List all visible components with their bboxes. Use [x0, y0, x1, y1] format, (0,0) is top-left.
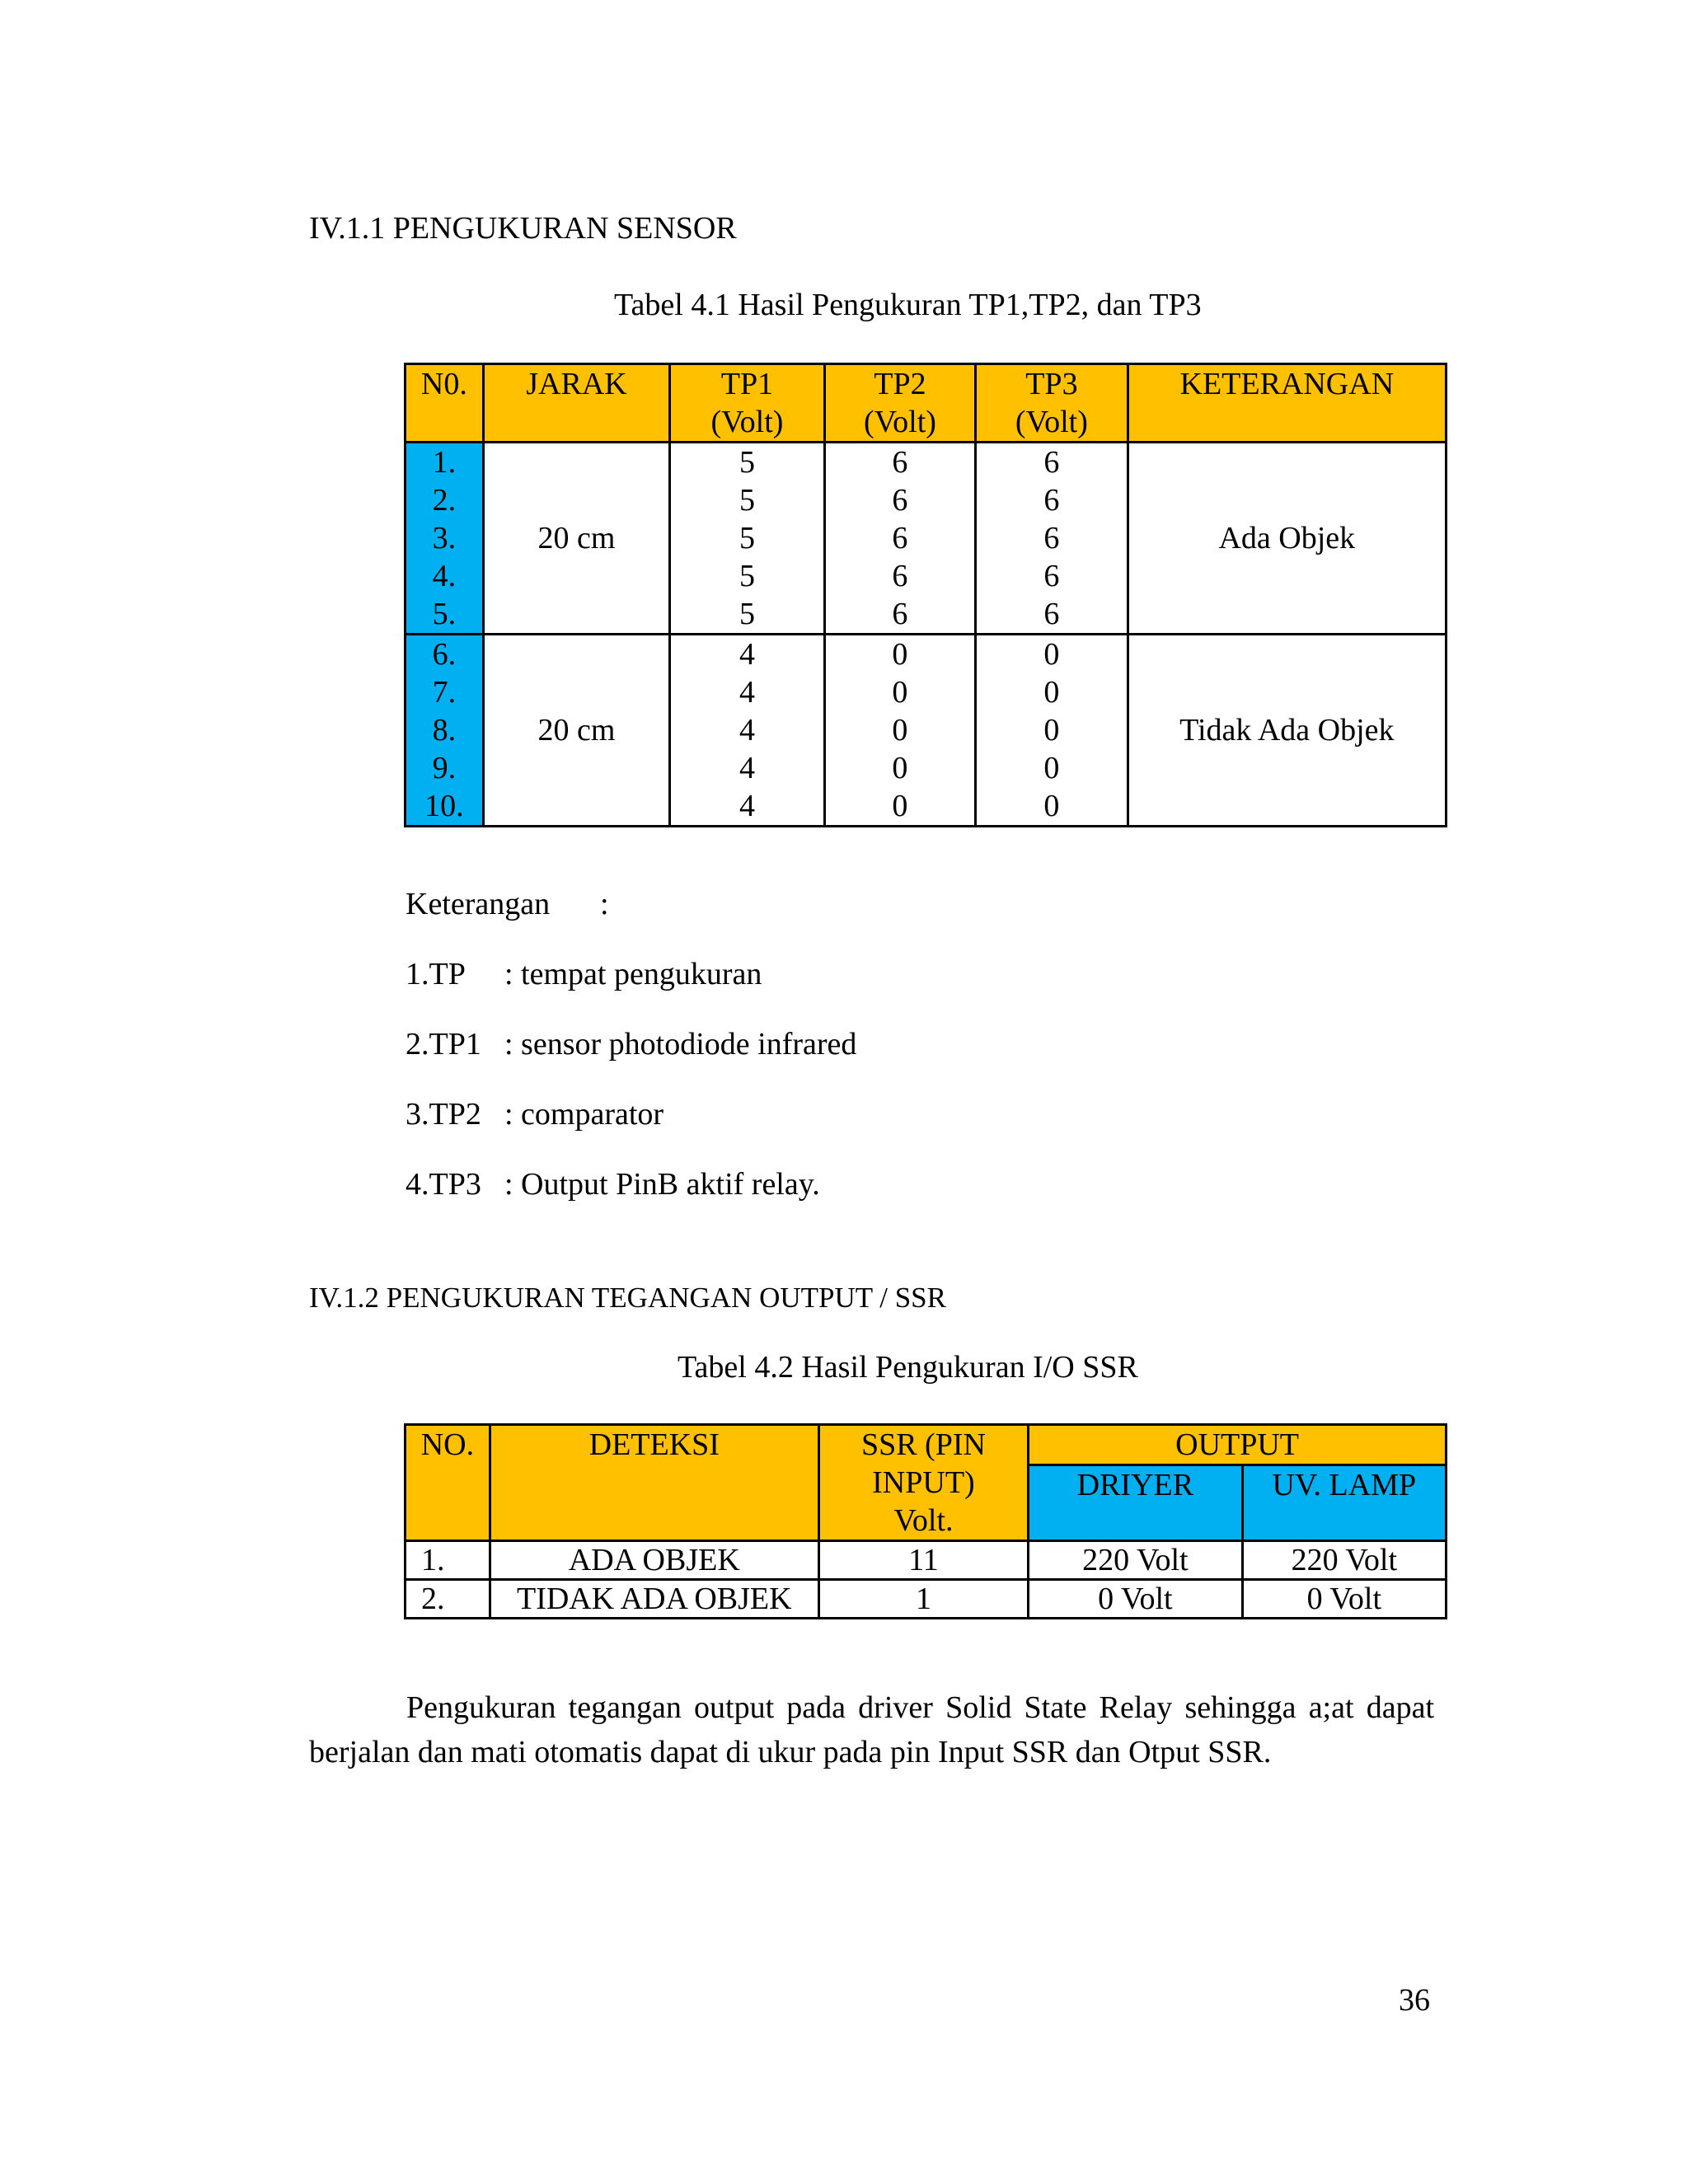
table-row-group-2: [406, 635, 1447, 827]
jarak-cell: 20 cm: [483, 635, 669, 827]
body-paragraph: Pengukuran tegangan output pada driver Solid State Relay sehingga a;at dapat berjalan dan mati otomatis dapat di ukur pada pin Input SSR dan Otput SSR.: [309, 1690, 1434, 1769]
page-number: 36: [1399, 1983, 1430, 2018]
tp1-cell: 4 4 4 4 4: [670, 635, 824, 827]
legend-title: Keterangan: [406, 887, 551, 921]
keterangan-cell: Ada Objek: [1128, 443, 1446, 635]
tp2-cell: 0 0 0 0 0: [824, 635, 975, 827]
table1-header-row: [406, 364, 1447, 443]
header-keterangan: KETERANGAN: [1128, 364, 1446, 443]
no-cell: 1. 2. 3. 4. 5.: [406, 443, 484, 635]
section-heading-sensor: IV.1.1 PENGUKURAN SENSOR: [309, 211, 737, 246]
legend-colon: :: [600, 887, 609, 921]
no-cell: 6. 7. 8. 9. 10.: [406, 635, 484, 827]
legend-key: 3.TP2: [406, 1097, 481, 1132]
header-tp1: TP1 (Volt): [670, 364, 824, 443]
legend-value: : Output PinB aktif relay.: [504, 1167, 820, 1202]
legend-key: 4.TP3: [406, 1167, 481, 1202]
header-ssr: SSR (PIN INPUT) Volt.: [818, 1425, 1028, 1541]
driyer-cell: 0 Volt: [1029, 1580, 1242, 1619]
legend-key: 2.TP1: [406, 1027, 481, 1062]
table2-caption: Tabel 4.2 Hasil Pengukuran I/O SSR: [678, 1350, 1138, 1385]
header-output: OUTPUT: [1029, 1425, 1447, 1465]
table1-caption: Tabel 4.1 Hasil Pengukuran TP1,TP2, dan TP3: [614, 288, 1202, 322]
table-row-group-1: [406, 443, 1447, 635]
legend-value: : tempat pengukuran: [504, 957, 762, 991]
ssr-cell: 1: [818, 1580, 1028, 1619]
tp3-cell: 6 6 6 6 6: [976, 443, 1128, 635]
section-heading-output: IV.1.2 PENGUKURAN TEGANGAN OUTPUT / SSR: [309, 1282, 946, 1314]
header-deteksi: DETEKSI: [490, 1425, 818, 1541]
ssr-cell: 11: [818, 1541, 1028, 1580]
tp1-cell: 5 5 5 5 5: [670, 443, 824, 635]
no-cell: 2.: [406, 1580, 490, 1619]
legend-value: : sensor photodiode infrared: [504, 1027, 857, 1062]
legend-value: : comparator: [504, 1097, 664, 1132]
uvlamp-cell: 0 Volt: [1242, 1580, 1446, 1619]
deteksi-cell: ADA OBJEK: [490, 1541, 818, 1580]
legend-key: 1.TP: [406, 957, 466, 991]
table-row: [406, 1580, 1447, 1619]
table-sensor-measurement: [404, 363, 1447, 827]
keterangan-cell: Tidak Ada Objek: [1128, 635, 1446, 827]
table-row: [406, 1541, 1447, 1580]
header-uvlamp: UV. LAMP: [1242, 1465, 1446, 1541]
driyer-cell: 220 Volt: [1029, 1541, 1242, 1580]
uvlamp-cell: 220 Volt: [1242, 1541, 1446, 1580]
header-no: NO.: [406, 1425, 490, 1541]
deteksi-cell: TIDAK ADA OBJEK: [490, 1580, 818, 1619]
jarak-cell: 20 cm: [483, 443, 669, 635]
header-tp2: TP2 (Volt): [824, 364, 975, 443]
table-ssr-measurement: [404, 1423, 1447, 1619]
tp3-cell: 0 0 0 0 0: [976, 635, 1128, 827]
header-jarak: JARAK: [483, 364, 669, 443]
header-driyer: DRIYER: [1029, 1465, 1242, 1541]
header-tp3: TP3 (Volt): [976, 364, 1128, 443]
table2-header-row: [406, 1425, 1447, 1465]
header-no: N0.: [406, 364, 484, 443]
tp2-cell: 6 6 6 6 6: [824, 443, 975, 635]
no-cell: 1.: [406, 1541, 490, 1580]
